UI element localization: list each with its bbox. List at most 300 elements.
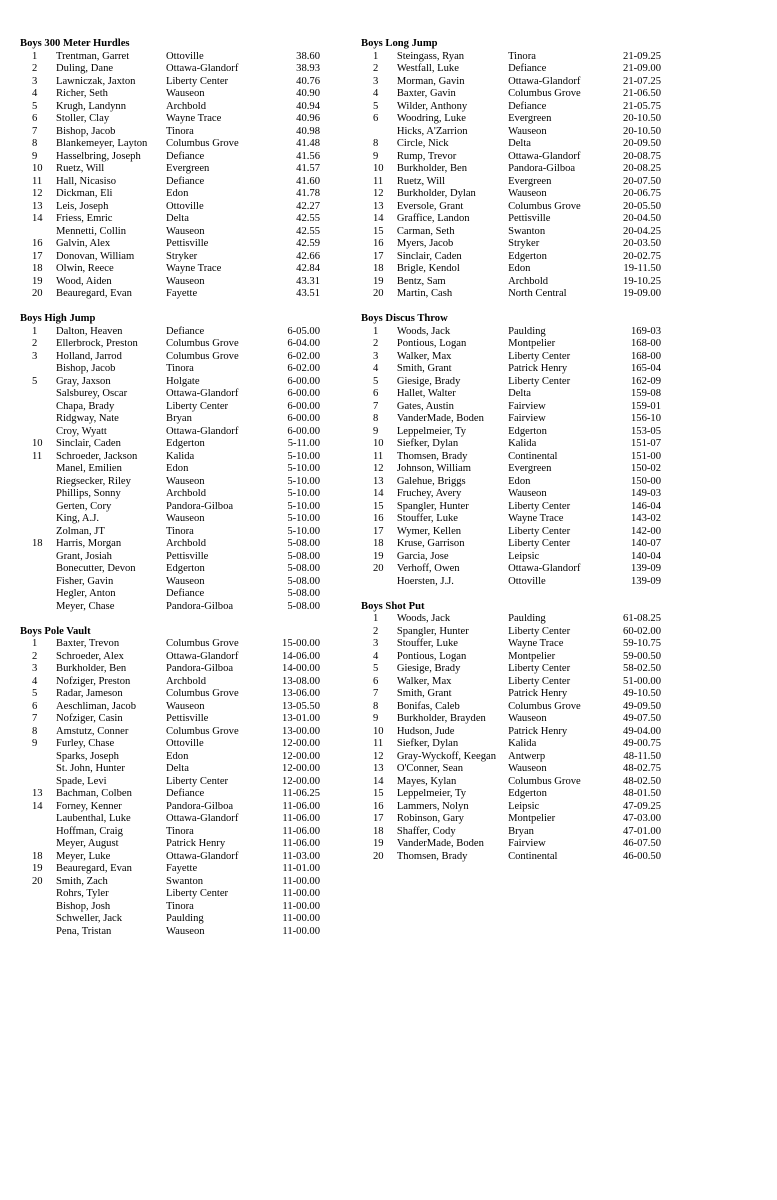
athlete-name: Hoffman, Craig (56, 825, 123, 837)
athlete-name: Hasselbring, Joseph (56, 150, 141, 162)
mark: 42.84 (296, 263, 320, 274)
result-row (20, 876, 320, 889)
result-row (20, 176, 320, 189)
school: Evergreen (508, 175, 552, 187)
place: 10 (373, 163, 384, 174)
mark: 14-06.00 (282, 650, 320, 662)
result-row (361, 188, 661, 201)
place: 6 (32, 700, 38, 712)
mark: 11-03.00 (282, 850, 320, 862)
place: 15 (373, 225, 384, 237)
place: 15 (373, 788, 384, 799)
place (20, 401, 56, 414)
place: 1 (32, 325, 38, 337)
mark: 21-09.25 (623, 50, 661, 62)
athlete-name: Trentman, Garret (56, 50, 130, 62)
mark: 5-10.00 (287, 513, 320, 524)
place (20, 526, 56, 539)
result-row (361, 76, 661, 89)
place: 3 (373, 350, 379, 362)
school: Patrick Henry (508, 725, 568, 737)
athlete-name: Johnson, William (396, 463, 471, 474)
school: Swanton (508, 225, 546, 237)
athlete-name: Forney, Kenner (56, 800, 122, 812)
mark: 12-00.00 (282, 775, 320, 787)
place: 9 (32, 738, 38, 749)
mark: 42.66 (296, 250, 320, 262)
result-row (20, 113, 320, 126)
event-title: Boys Shot Put (361, 600, 425, 612)
result-row (361, 776, 661, 789)
place: 20 (373, 850, 384, 862)
athlete-name: Bentz, Sam (396, 275, 446, 287)
place: 3 (32, 663, 38, 674)
school: Tinora (166, 363, 194, 374)
mark: 61-08.25 (623, 613, 661, 624)
athlete-name: Brigle, Kendol (396, 263, 460, 274)
result-row (20, 563, 320, 576)
result-row (20, 888, 320, 901)
mark: 159-01 (630, 400, 661, 412)
school: Liberty Center (508, 675, 571, 687)
school: Columbus Grove (166, 138, 239, 149)
school: Edgerton (508, 788, 547, 799)
mark: 5-10.00 (287, 488, 320, 499)
result-row (361, 676, 661, 689)
school: Wauseon (166, 700, 205, 712)
athlete-name: Duling, Dane (56, 63, 114, 74)
school: Montpelier (508, 650, 556, 662)
place: 8 (373, 700, 379, 712)
place: 19 (373, 550, 384, 562)
place: 11 (373, 450, 384, 462)
result-row (361, 401, 661, 414)
place: 10 (373, 725, 384, 737)
school: Archbold (166, 675, 207, 687)
result-row (361, 213, 661, 226)
result-row (361, 176, 661, 189)
mark: 11-00.00 (282, 875, 320, 887)
result-row (20, 63, 320, 76)
result-row (361, 201, 661, 214)
result-row (361, 51, 661, 64)
school: Wauseon (166, 88, 205, 99)
school: Columbus Grove (166, 725, 239, 737)
school: Patrick Henry (508, 688, 568, 699)
athlete-name: Wood, Aiden (56, 275, 112, 287)
school: Delta (508, 138, 532, 149)
school: Pandora-Gilboa (166, 500, 234, 512)
place: 13 (373, 200, 384, 212)
result-row (20, 776, 320, 789)
result-row (20, 763, 320, 776)
mark: 5-08.00 (287, 550, 320, 562)
mark: 59-10.75 (623, 638, 661, 649)
mark: 6-04.00 (287, 338, 320, 349)
result-row (20, 738, 320, 751)
place: 4 (373, 88, 379, 99)
athlete-name: Myers, Jacob (396, 238, 454, 249)
place: 13 (373, 475, 384, 487)
mark: 168-00 (630, 338, 661, 349)
school: Fayette (166, 863, 198, 874)
athlete-name: Richer, Seth (56, 88, 108, 99)
place: 18 (373, 825, 384, 837)
result-row (20, 663, 320, 676)
school: Montpelier (508, 813, 556, 824)
school: Leipsic (508, 800, 540, 812)
athlete-name: Croy, Wyatt (56, 425, 107, 437)
school: Fairview (508, 413, 546, 424)
result-row (20, 138, 320, 151)
school: Leipsic (508, 550, 540, 562)
result-row (361, 326, 661, 339)
result-row (361, 538, 661, 551)
mark: 41.78 (296, 188, 320, 199)
athlete-name: Stouffer, Luke (396, 638, 458, 649)
mark: 42.55 (296, 213, 320, 224)
athlete-name: Smith, Grant (396, 688, 452, 699)
mark: 40.98 (296, 125, 320, 137)
school: Archbold (166, 100, 207, 112)
mark: 48-01.50 (623, 788, 661, 799)
athlete-name: Giesige, Brady (396, 375, 461, 387)
event-title: Boys Long Jump (361, 38, 438, 49)
result-row (20, 551, 320, 564)
place: 7 (373, 688, 379, 699)
athlete-name: Gray-Wyckoff, Keegan (396, 750, 496, 762)
athlete-name: Ruetz, Will (56, 163, 105, 174)
result-row (20, 338, 320, 351)
athlete-name: Laubenthal, Luke (56, 813, 131, 824)
mark: 11-00.00 (282, 913, 320, 924)
place (20, 838, 56, 851)
result-row (361, 801, 661, 814)
place: 2 (373, 338, 379, 349)
mark: 5-10.00 (287, 475, 320, 487)
result-row (20, 288, 320, 301)
mark: 11-06.25 (282, 788, 320, 799)
athlete-name: St. John, Hunter (56, 763, 125, 774)
athlete-name: Zolman, JT (56, 525, 105, 537)
result-row (20, 576, 320, 589)
result-row (20, 688, 320, 701)
athlete-name: Hoersten, J.J. (396, 575, 454, 587)
athlete-name: Pontious, Logan (396, 650, 467, 662)
school: Ottawa-Glandorf (166, 813, 239, 824)
school: Defiance (166, 788, 205, 799)
place (20, 776, 56, 789)
athlete-name: Gerten, Cory (56, 500, 112, 512)
mark: 20-05.50 (623, 200, 661, 212)
result-row (361, 351, 661, 364)
school: Ottawa-Glandorf (166, 850, 239, 862)
result-row (361, 388, 661, 401)
place: 16 (32, 238, 43, 249)
mark: 20-04.50 (623, 213, 661, 224)
school: Wayne Trace (166, 113, 222, 124)
mark: 20-02.75 (623, 250, 661, 262)
mark: 5-11.00 (287, 438, 320, 449)
mark: 13-06.00 (282, 688, 320, 699)
school: Ottoville (508, 575, 546, 587)
mark: 48-02.50 (623, 775, 661, 787)
school: Liberty Center (508, 538, 571, 549)
athlete-name: Shaffer, Cody (396, 825, 456, 837)
school: Pettisville (508, 213, 551, 224)
mark: 11-00.00 (282, 925, 320, 937)
athlete-name: Schweller, Jack (56, 913, 123, 924)
athlete-name: Bachman, Colben (56, 788, 132, 799)
athlete-name: Wilder, Anthony (396, 100, 468, 112)
athlete-name: Salsburey, Oscar (56, 388, 128, 399)
school: Holgate (166, 375, 200, 387)
mark: 59-00.50 (623, 650, 661, 662)
result-row (20, 163, 320, 176)
result-row (20, 901, 320, 914)
athlete-name: Chapa, Brady (56, 400, 115, 412)
athlete-name: Smith, Grant (396, 363, 452, 374)
result-row (20, 201, 320, 214)
mark: 49-10.50 (623, 688, 661, 699)
athlete-name: Meyer, August (56, 838, 119, 849)
place: 19 (373, 275, 384, 287)
mark: 5-10.00 (287, 525, 320, 537)
result-row (361, 551, 661, 564)
mark: 11-06.00 (282, 825, 320, 837)
place: 13 (32, 200, 43, 212)
mark: 151-00 (630, 450, 661, 462)
school: Tinora (166, 525, 194, 537)
place (20, 513, 56, 526)
mark: 49-09.50 (623, 700, 661, 712)
school: Defiance (166, 175, 205, 187)
result-row (361, 838, 661, 851)
mark: 46-00.50 (623, 850, 661, 862)
mark: 5-08.00 (287, 600, 320, 612)
result-row (20, 426, 320, 439)
mark: 40.96 (296, 113, 320, 124)
athlete-name: Leis, Joseph (56, 200, 109, 212)
athlete-name: Burkholder, Ben (396, 163, 468, 174)
athlete-name: Bishop, Jacob (56, 363, 116, 374)
athlete-name: Martin, Cash (396, 288, 453, 299)
mark: 48-02.75 (623, 763, 661, 774)
school: Evergreen (166, 163, 210, 174)
result-row (20, 263, 320, 276)
place: 5 (373, 100, 379, 112)
athlete-name: Hegler, Anton (56, 588, 116, 599)
school: Patrick Henry (508, 363, 568, 374)
mark: 20-09.50 (623, 138, 661, 149)
mark: 49-00.75 (623, 738, 661, 749)
school: Bryan (508, 825, 534, 837)
event-spacer (20, 301, 320, 314)
place: 12 (373, 463, 384, 474)
place: 8 (32, 725, 38, 737)
place: 17 (373, 525, 384, 537)
place: 9 (32, 150, 38, 162)
place: 8 (373, 413, 379, 424)
result-row (20, 276, 320, 289)
athlete-name: Blankemeyer, Layton (56, 138, 148, 149)
athlete-name: Lawniczak, Jaxton (56, 75, 136, 87)
result-row (20, 513, 320, 526)
mark: 6-00.00 (287, 375, 320, 387)
result-row (20, 838, 320, 851)
athlete-name: Burkholder, Brayden (396, 713, 486, 724)
school: Columbus Grove (166, 350, 239, 362)
place: 1 (373, 50, 379, 62)
place: 10 (32, 438, 43, 449)
mark: 15-00.00 (282, 638, 320, 649)
place (20, 751, 56, 764)
school: Wauseon (508, 125, 547, 137)
result-row (20, 813, 320, 826)
athlete-name: Holland, Jarrod (56, 350, 122, 362)
athlete-name: Smith, Zach (56, 875, 108, 887)
mark: 165-04 (630, 363, 661, 374)
mark: 19-11.50 (623, 263, 661, 274)
mark: 11-00.00 (282, 888, 320, 899)
mark: 6-00.00 (287, 400, 320, 412)
athlete-name: Woods, Jack (396, 613, 451, 624)
mark: 19-10.25 (623, 275, 661, 287)
mark: 11-06.00 (282, 800, 320, 812)
result-row (361, 738, 661, 751)
place: 3 (373, 75, 379, 87)
result-row (20, 651, 320, 664)
athlete-name: Garcia, Jose (396, 550, 449, 562)
result-row (361, 688, 661, 701)
mark: 150-02 (630, 463, 661, 474)
school: North Central (508, 288, 567, 299)
result-row (361, 426, 661, 439)
athlete-name: Aeschliman, Jacob (56, 700, 137, 712)
school: Delta (166, 213, 189, 224)
mark: 6-02.00 (287, 363, 320, 374)
school: Patrick Henry (166, 838, 226, 849)
place: 18 (32, 538, 43, 549)
school: Edon (166, 463, 189, 474)
result-row (361, 476, 661, 489)
mark: 42.59 (296, 238, 320, 249)
mark: 51-00.00 (623, 675, 661, 687)
athlete-name: Thomsen, Brady (396, 850, 468, 862)
mark: 58-02.50 (623, 663, 661, 674)
school: Fayette (166, 288, 198, 299)
result-row (20, 126, 320, 139)
result-row (20, 851, 320, 864)
athlete-name: Walker, Max (396, 350, 452, 362)
athlete-name: VanderMade, Boden (396, 838, 484, 849)
school: Wauseon (166, 513, 205, 524)
athlete-name: Bishop, Jacob (56, 125, 116, 137)
place: 4 (373, 650, 379, 662)
athlete-name: Ridgway, Nate (56, 413, 119, 424)
result-row (361, 151, 661, 164)
athlete-name: Circle, Nick (396, 138, 449, 149)
place: 14 (373, 213, 384, 224)
place: 16 (373, 238, 384, 249)
mark: 12-00.00 (282, 738, 320, 749)
mark: 20-04.25 (623, 225, 661, 237)
mark: 13-08.00 (282, 675, 320, 687)
place: 11 (373, 175, 384, 187)
place: 6 (373, 113, 379, 124)
result-row (361, 788, 661, 801)
mark: 21-06.50 (623, 88, 661, 99)
result-row (20, 438, 320, 451)
mark: 5-10.00 (287, 450, 320, 462)
place: 18 (373, 263, 384, 274)
place (20, 913, 56, 926)
school: Columbus Grove (166, 638, 239, 649)
place (20, 826, 56, 839)
school: Edon (166, 188, 189, 199)
place (20, 463, 56, 476)
mark: 139-09 (630, 563, 661, 574)
place: 4 (32, 88, 38, 99)
mark: 140-07 (630, 538, 661, 549)
result-row (361, 276, 661, 289)
place: 1 (32, 50, 38, 62)
result-row (361, 101, 661, 114)
result-row (361, 438, 661, 451)
place (20, 426, 56, 439)
result-row (361, 763, 661, 776)
place: 13 (373, 763, 384, 774)
mark: 40.90 (296, 88, 320, 99)
athlete-name: Krugh, Landynn (56, 100, 127, 112)
school: Pandora-Gilboa (166, 663, 234, 674)
mark: 41.48 (296, 138, 320, 149)
result-row (361, 251, 661, 264)
athlete-name: Bishop, Josh (56, 900, 111, 912)
place: 14 (373, 775, 384, 787)
athlete-name: Fisher, Gavin (56, 575, 114, 587)
mark: 143-02 (630, 513, 661, 524)
athlete-name: Walker, Max (396, 675, 452, 687)
place: 17 (373, 250, 384, 262)
result-row (20, 251, 320, 264)
place (20, 413, 56, 426)
place: 5 (373, 663, 379, 674)
mark: 21-05.75 (623, 100, 661, 112)
athlete-name: Dickman, Eli (56, 188, 113, 199)
event-spacer (361, 301, 661, 314)
result-row (20, 826, 320, 839)
result-row (20, 538, 320, 551)
place: 9 (373, 713, 379, 724)
athlete-name: Mennetti, Collin (56, 225, 127, 237)
result-row (361, 576, 661, 589)
place: 11 (373, 738, 384, 749)
result-row (361, 263, 661, 276)
result-row (361, 338, 661, 351)
place: 7 (373, 400, 379, 412)
result-row (20, 88, 320, 101)
athlete-name: Siefker, Dylan (396, 438, 459, 449)
mark: 162-09 (630, 375, 661, 387)
place: 12 (373, 188, 384, 199)
place (20, 888, 56, 901)
place: 5 (32, 375, 38, 387)
mark: 168-00 (630, 350, 661, 362)
result-row (20, 238, 320, 251)
school: Liberty Center (508, 525, 571, 537)
school: Kalida (166, 450, 195, 462)
